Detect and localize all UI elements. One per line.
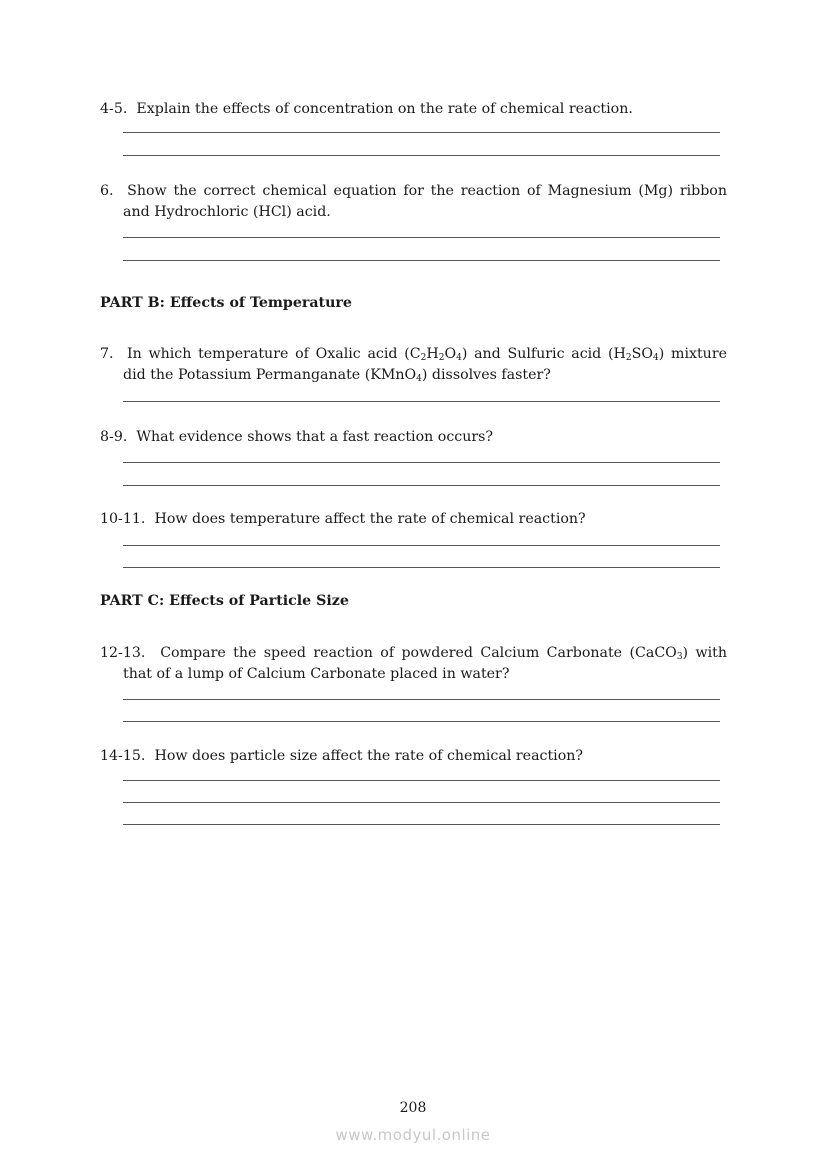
- question-number: 6.: [100, 183, 114, 199]
- question-number: 8-9.: [100, 429, 128, 445]
- answer-line[interactable]: [123, 780, 720, 781]
- answer-line[interactable]: [123, 401, 720, 402]
- answer-line[interactable]: [123, 260, 720, 261]
- question-10-11: [100, 509, 727, 530]
- question-number: 10-11.: [100, 511, 146, 527]
- answer-line[interactable]: [123, 802, 720, 803]
- question-text: and Hydrochloric (HCl) acid.: [123, 204, 331, 220]
- question-12-13: [100, 643, 727, 685]
- part-c-heading: PART C: Effects of Particle Size: [100, 593, 349, 609]
- answer-line[interactable]: [123, 699, 720, 700]
- question-number: 14-15.: [100, 748, 146, 764]
- answer-line[interactable]: [123, 132, 720, 133]
- question-text: Compare the speed reaction of powdered Calcium Carbonate (CaCO$_3$) with: [160, 645, 727, 662]
- question-number: 12-13.: [100, 645, 146, 661]
- answer-line[interactable]: [123, 462, 720, 463]
- answer-line[interactable]: [123, 824, 720, 825]
- answer-line[interactable]: [123, 721, 720, 722]
- page-number: 208: [399, 1100, 427, 1116]
- watermark: www.modyul.online: [335, 1126, 491, 1144]
- question-8-9: [100, 427, 727, 448]
- question-14-15: [100, 746, 727, 767]
- question-text: What evidence shows that a fast reaction occurs?: [136, 429, 494, 445]
- question-number: 7.: [100, 346, 114, 362]
- question-text: How does particle size affect the rate of chemical reaction?: [154, 748, 583, 764]
- question-number: 4-5.: [100, 101, 128, 117]
- part-b-heading: PART B: Effects of Temperature: [100, 295, 352, 311]
- answer-line[interactable]: [123, 155, 720, 156]
- answer-line[interactable]: [123, 567, 720, 568]
- question-7: [100, 344, 727, 386]
- question-text: How does temperature affect the rate of chemical reaction?: [154, 511, 586, 527]
- question-6: [100, 181, 727, 223]
- question-text: did the Potassium Permanganate (KMnO$_4$) dissolves faster?: [123, 367, 551, 384]
- question-text: In which temperature of Oxalic acid $(C_2H_2O_4)$ and Sulfuric acid $(H_2SO_4)$ mixture: [127, 346, 728, 363]
- answer-line[interactable]: [123, 545, 720, 546]
- answer-line[interactable]: [123, 237, 720, 238]
- question-4-5: [100, 99, 727, 120]
- answer-line[interactable]: [123, 485, 720, 486]
- question-text: that of a lump of Calcium Carbonate placed in water?: [123, 666, 510, 682]
- question-text: Show the correct chemical equation for the reaction of Magnesium (Mg) ribbon: [127, 183, 727, 199]
- question-text: Explain the effects of concentration on the rate of chemical reaction.: [136, 101, 633, 117]
